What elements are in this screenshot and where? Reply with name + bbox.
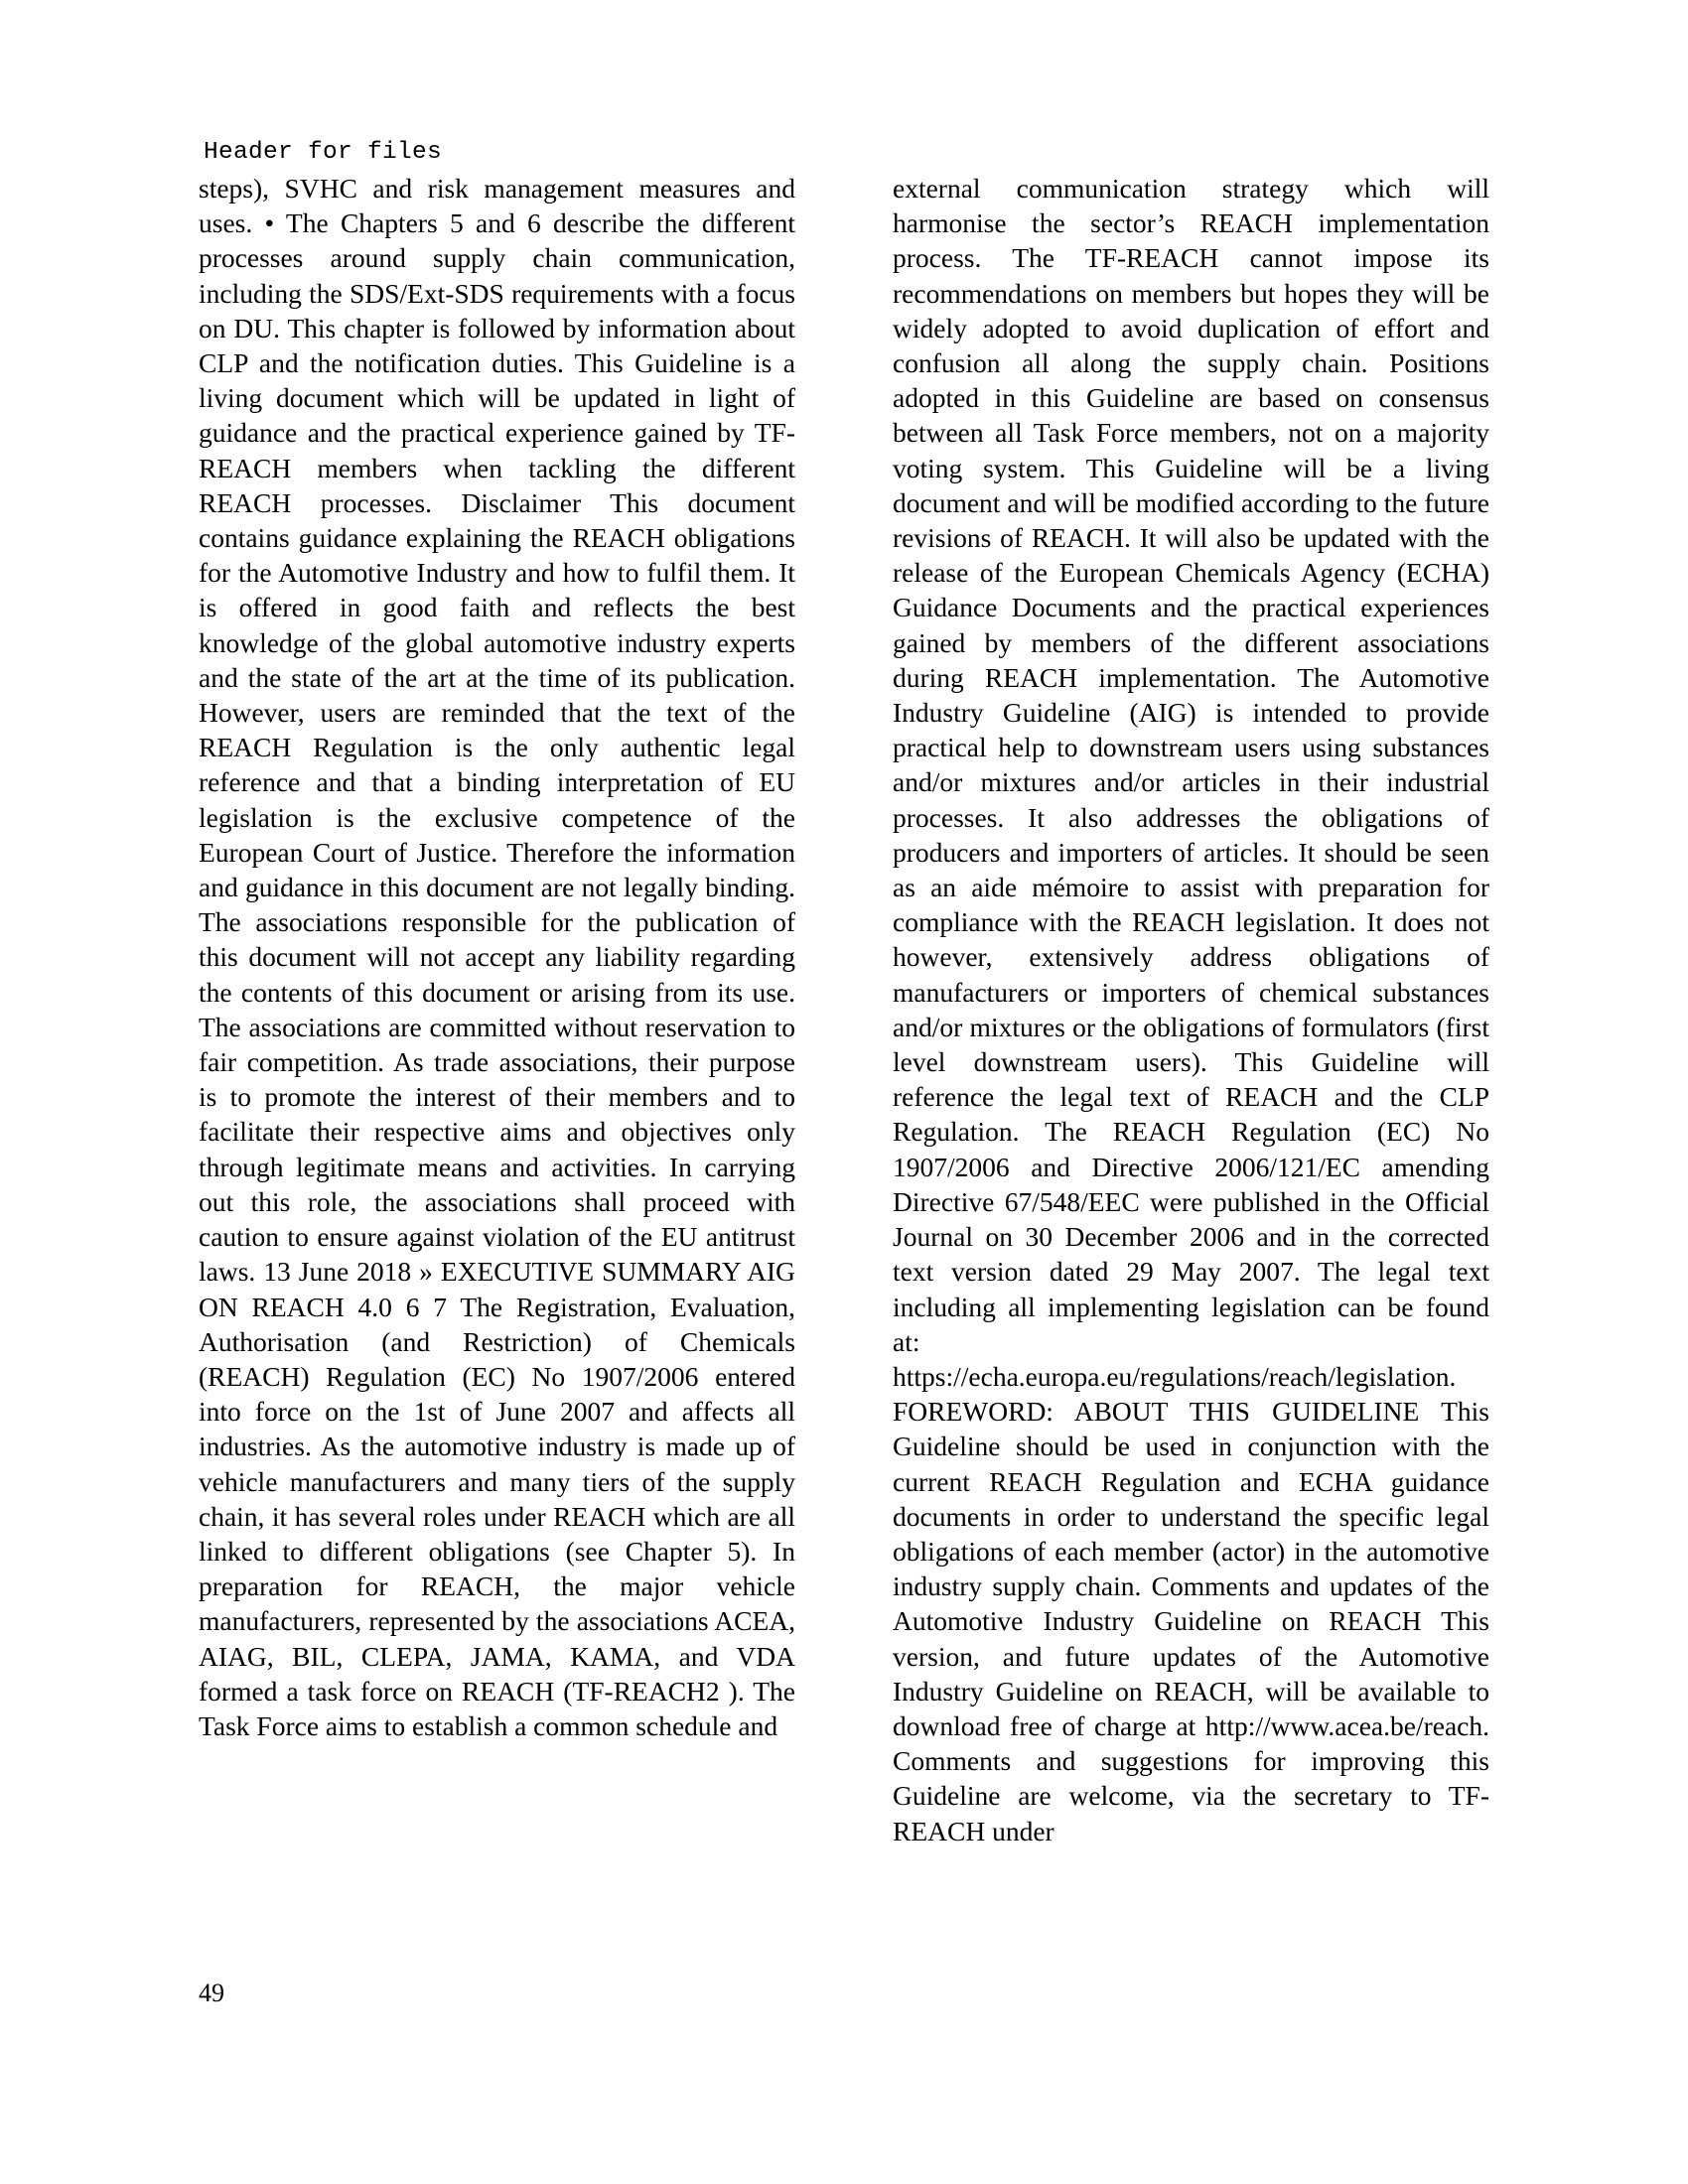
text-column-left xyxy=(199,171,795,1848)
two-column-body xyxy=(199,171,1489,1848)
text-column-right xyxy=(893,171,1489,1848)
body-paragraph-left: steps), SVHC and risk management measures and uses. • The Chapters 5 and 6 describe the different processes around supply chain communication, including the SDS/Ext-SDS requirements with a focus on DU. This chapter is followed by information about CLP and the notification duties. This Guideline is a living document which will be updated in light of guidance and the practical experience gained by TF-REACH members when tackling the different REACH processes. Disclaimer This document contains guidance explaining the REACH obligations for the Automotive Industry and how to fulfil them. It is offered in good faith and reflects the best knowledge of the global automotive industry experts and the state of the art at the time of its publication. However, users are reminded that the text of the REACH Regulation is the only authentic legal reference and that a binding interpretation of EU legislation is the exclusive competence of the European Court of Justice. Therefore the information and guidance in this document are not legally binding. The associations responsible for the publication of this document will not accept any liability regarding the contents of this document or arising from its use. The associations are committed without reservation to fair competition. As trade associations, their purpose is to promote the interest of their members and to facilitate their respective aims and objectives only through legitimate means and activities. In carrying out this role, the associations shall proceed with caution to ensure against violation of the EU antitrust laws. 13 June 2018 » EXECUTIVE SUMMARY AIG ON REACH 4.0 6 7 The Registration, Evaluation, Authorisation (and Restriction) of Chemicals (REACH) Regulation (EC) No 1907/2006 entered into force on the 1st of June 2007 and affects all industries. As the automotive industry is made up of vehicle manufacturers and many tiers of the supply chain, it has several roles under REACH which are all linked to different obligations (see Chapter 5). In preparation for REACH, the major vehicle manufacturers, represented by the associations ACEA, AIAG, BIL, CLEPA, JAMA, KAMA, and VDA formed a task force on REACH (TF-REACH2 ). The Task Force aims to establish a common schedule and xyxy=(199,173,795,1741)
page-number: 49 xyxy=(199,1979,224,2007)
page-header: Header for files xyxy=(204,139,443,166)
body-paragraph-right: external communication strategy which will harmonise the sector’s REACH implementation process. The TF-REACH cannot impose its recommendations on members but hopes they will be widely adopted to avoid duplication of effort and confusion all along the supply chain. Positions adopted in this Guideline are based on consensus between all Task Force members, not on a majority voting system. This Guideline will be a living document and will be modified according to the future revisions of REACH. It will also be updated with the release of the European Chemicals Agency (ECHA) Guidance Documents and the practical experiences gained by members of the different associations during REACH implementation. The Automotive Industry Guideline (AIG) is intended to provide practical help to downstream users using substances and/or mixtures and/or articles in their industrial processes. It also addresses the obligations of producers and importers of articles. It should be seen as an aide mémoire to assist with preparation for compliance with the REACH legislation. It does not however, extensively address obligations of manufacturers or importers of chemical substances and/or mixtures or the obligations of formulators (first level downstream users). This Guideline will reference the legal text of REACH and the CLP Regulation. The REACH Regulation (EC) No 1907/2006 and Directive 2006/121/EC amending Directive 67/548/EEC were published in the Official Journal on 30 December 2006 and in the corrected text version dated 29 May 2007. The legal text including all implementing legislation can be found at: https://echa.europa.eu/regulations/reach/legislation. FOREWORD: ABOUT THIS GUIDELINE This Guideline should be used in conjunction with the current REACH Regulation and ECHA guidance documents in order to understand the specific legal obligations of each member (actor) in the automotive industry supply chain. Comments and updates of the Automotive Industry Guideline on REACH This version, and future updates of the Automotive Industry Guideline on REACH, will be available to download free of charge at http://www.acea.be/reach. Comments and suggestions for improving this Guideline are welcome, via the secretary to TF-REACH under xyxy=(893,173,1489,1846)
